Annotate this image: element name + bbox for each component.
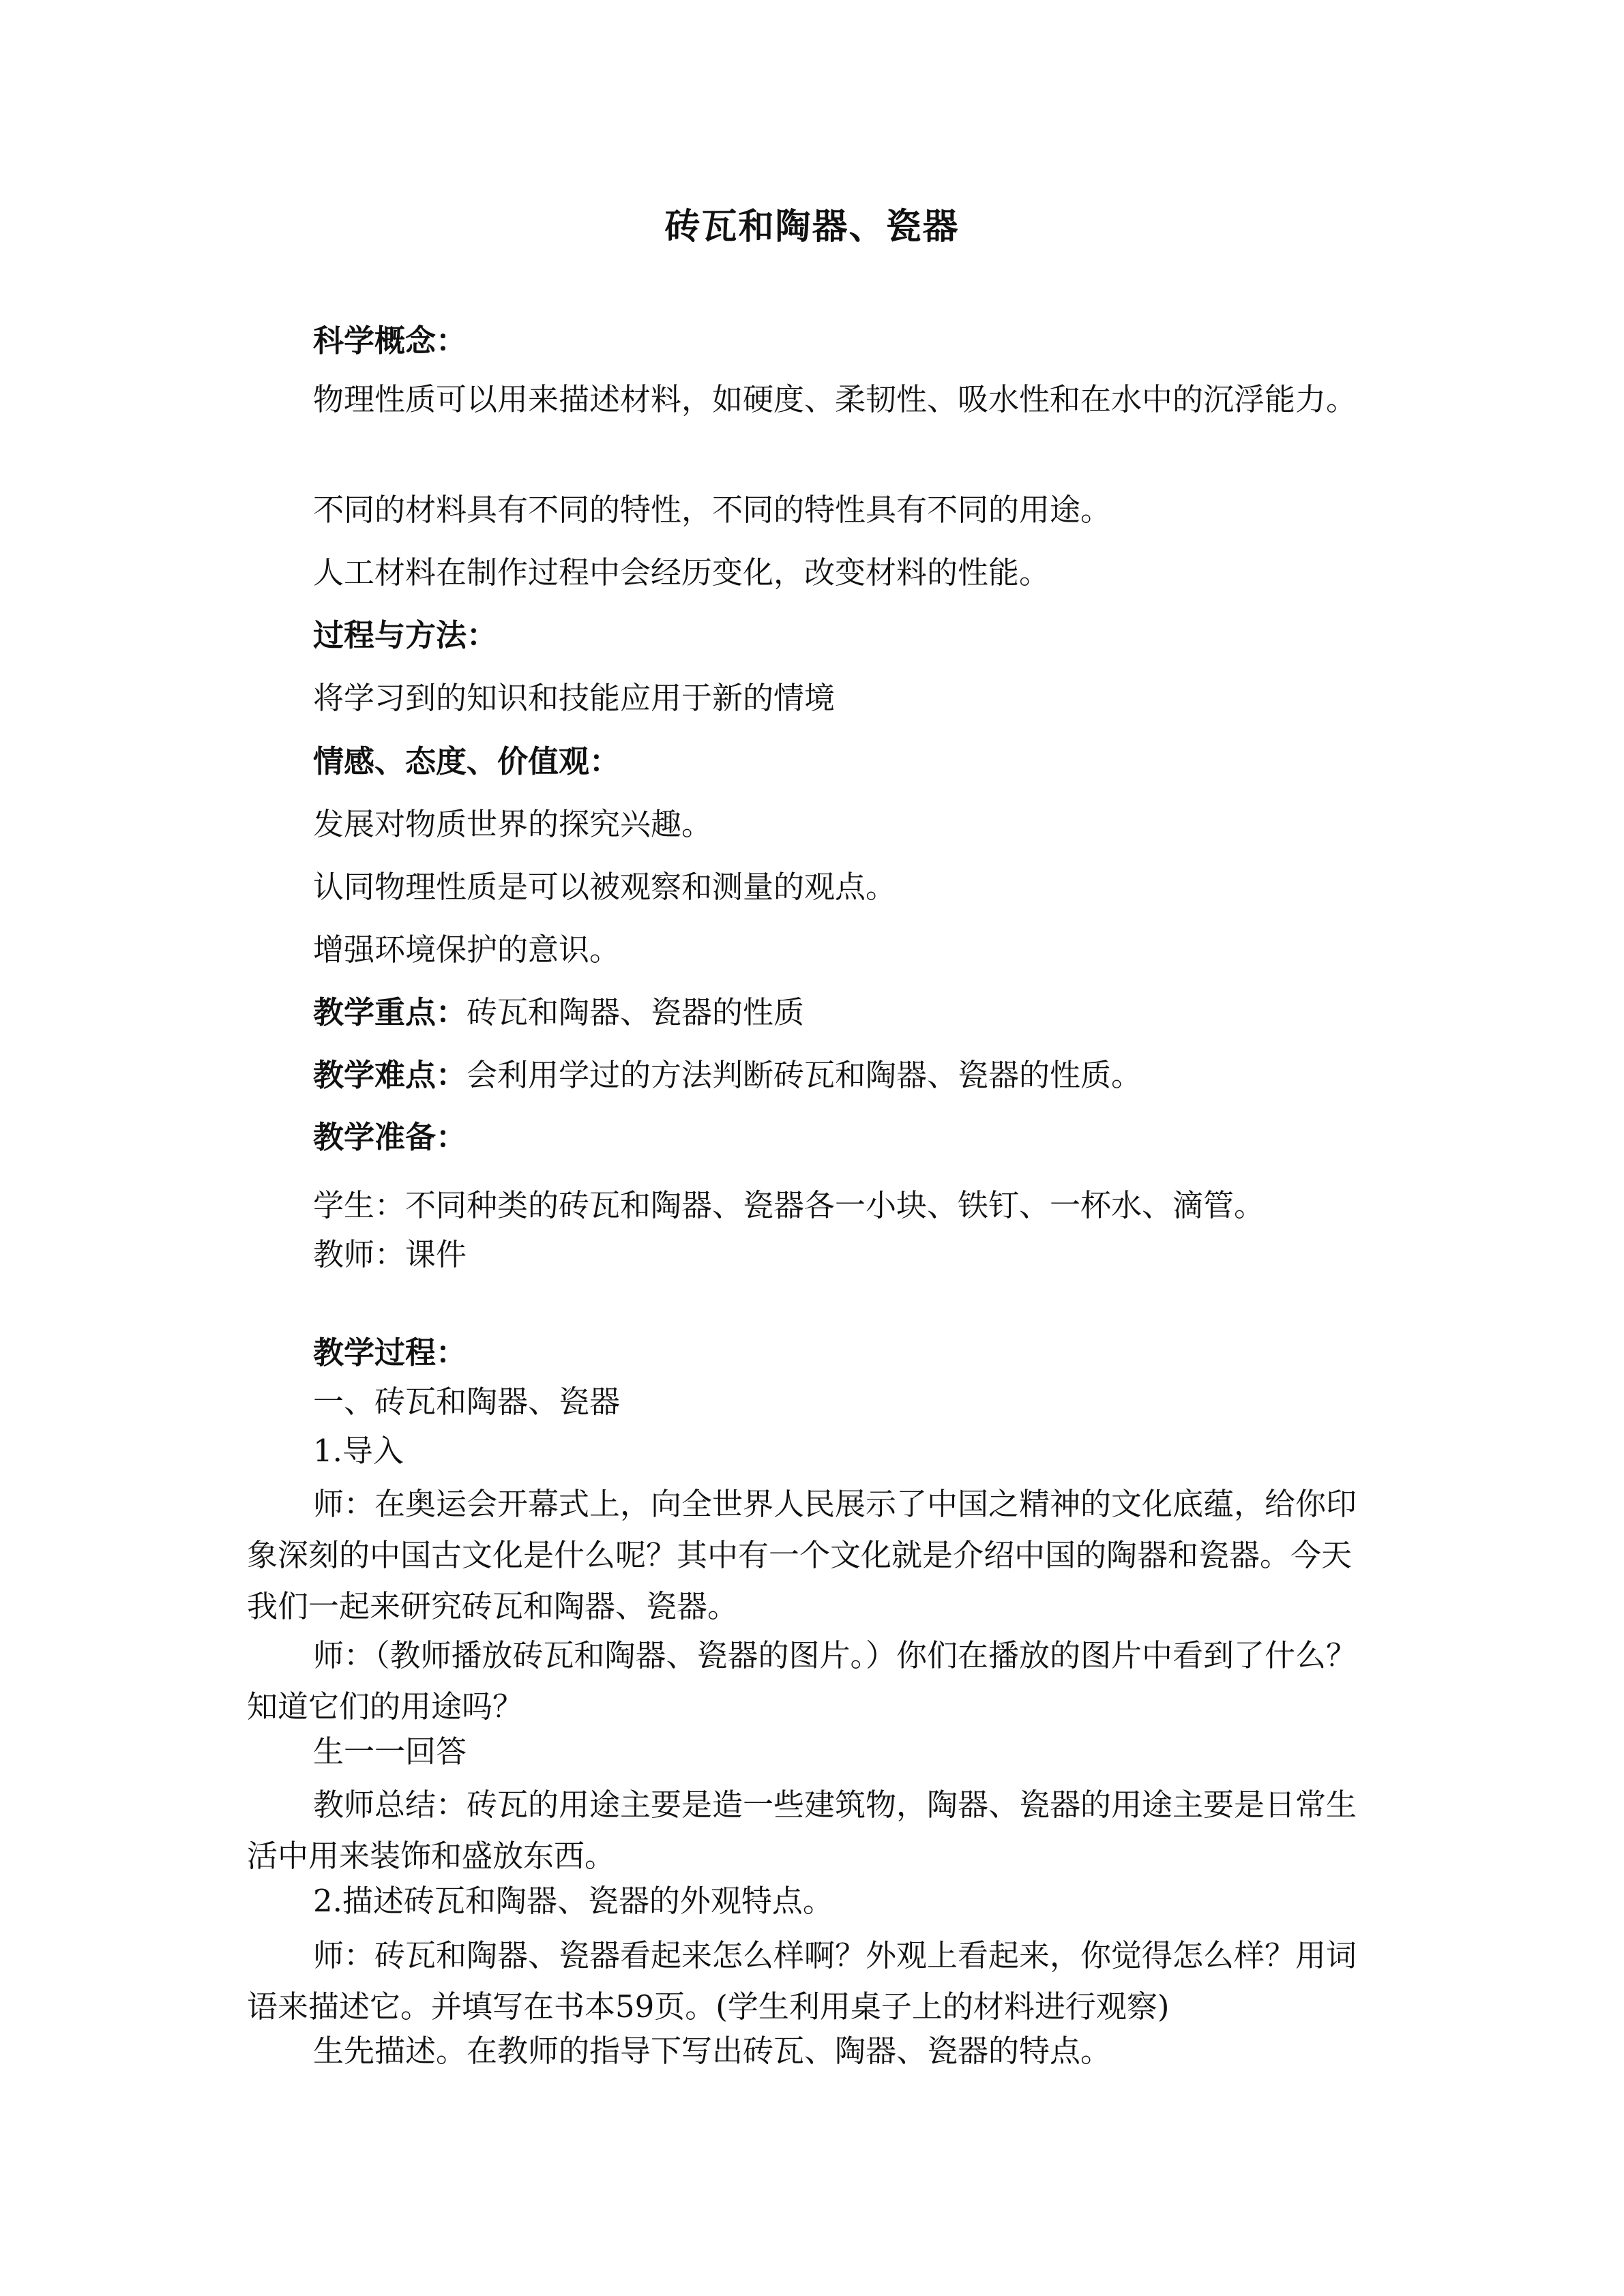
process-method-paragraph-1: 将学习到的知识和技能应用于新的情境 (313, 680, 836, 716)
emotion-attitude-paragraph-2: 认同物理性质是可以被观察和测量的观点。 (313, 869, 897, 905)
difficult-point-text: 会利用学过的方法判断砖瓦和陶器、瓷器的性质。 (467, 1057, 1142, 1093)
key-point-line (313, 992, 804, 1033)
emotion-attitude-paragraph-3: 增强环境保护的意识。 (313, 931, 621, 968)
teaching-step-2: 2.描述砖瓦和陶器、瓷器的外观特点。 (313, 1883, 833, 1919)
emotion-attitude-heading: 情感、态度、价值观： (313, 743, 621, 779)
preparation-students: 学生：不同种类的砖瓦和陶器、瓷器各一小块、铁钉、一杯水、滴管。 (313, 1187, 1265, 1223)
preparation-heading: 教学准备： (313, 1119, 467, 1155)
teaching-process-heading: 教学过程： (313, 1335, 467, 1371)
teaching-paragraph-4: 教师总结：砖瓦的用途主要是造一些建筑物，陶器、瓷器的用途主要是日常生活中用来装饰和盛放东西。 (247, 1787, 1357, 1874)
science-concept-heading: 科学概念： (313, 323, 467, 359)
science-concept-paragraph-3: 人工材料在制作过程中会经历变化，改变材料的性能。 (313, 554, 1050, 591)
emotion-attitude-paragraph-1: 发展对物质世界的探究兴趣。 (313, 806, 713, 842)
teaching-paragraph-2: 师：（教师播放砖瓦和陶器、瓷器的图片。）你们在播放的图片中看到了什么？知道它们的用途吗？ (247, 1637, 1357, 1725)
teaching-paragraph-6: 生先描述。在教师的指导下写出砖瓦、陶器、瓷器的特点。 (313, 2033, 1112, 2069)
key-point-text: 砖瓦和陶器、瓷器的性质 (467, 994, 805, 1030)
teaching-section-1: 一、砖瓦和陶器、瓷器 (313, 1384, 621, 1420)
teaching-paragraph-1: 师：在奥运会开幕式上，向全世界人民展示了中国之精神的文化底蕴，给你印象深刻的中国古文化是什么呢？其中有一个文化就是介绍中国的陶器和瓷器。今天我们一起来研究砖瓦和陶器、瓷器。 (247, 1486, 1357, 1624)
document-title: 砖瓦和陶器、瓷器 (664, 206, 960, 248)
teaching-paragraph-3: 生一一回答 (313, 1733, 467, 1770)
difficult-point-line (313, 1055, 1142, 1096)
science-concept-paragraph-1: 物理性质可以用来描述材料，如硬度、柔韧性、吸水性和在水中的沉浮能力。 (313, 381, 1357, 417)
difficult-point-label: 教学难点： (313, 1057, 467, 1093)
teaching-step-1: 1.导入 (313, 1433, 404, 1469)
science-concept-paragraph-2: 不同的材料具有不同的特性，不同的特性具有不同的用途。 (313, 492, 1112, 528)
key-point-label: 教学重点： (313, 994, 467, 1030)
preparation-teacher: 教师：课件 (313, 1236, 467, 1272)
process-method-heading: 过程与方法： (313, 617, 498, 653)
teaching-paragraph-5: 师：砖瓦和陶器、瓷器看起来怎么样啊？外观上看起来，你觉得怎么样？用词语来描述它。并填写在书本59页。(学生利用桌子上的材料进行观察) (247, 1937, 1357, 2025)
